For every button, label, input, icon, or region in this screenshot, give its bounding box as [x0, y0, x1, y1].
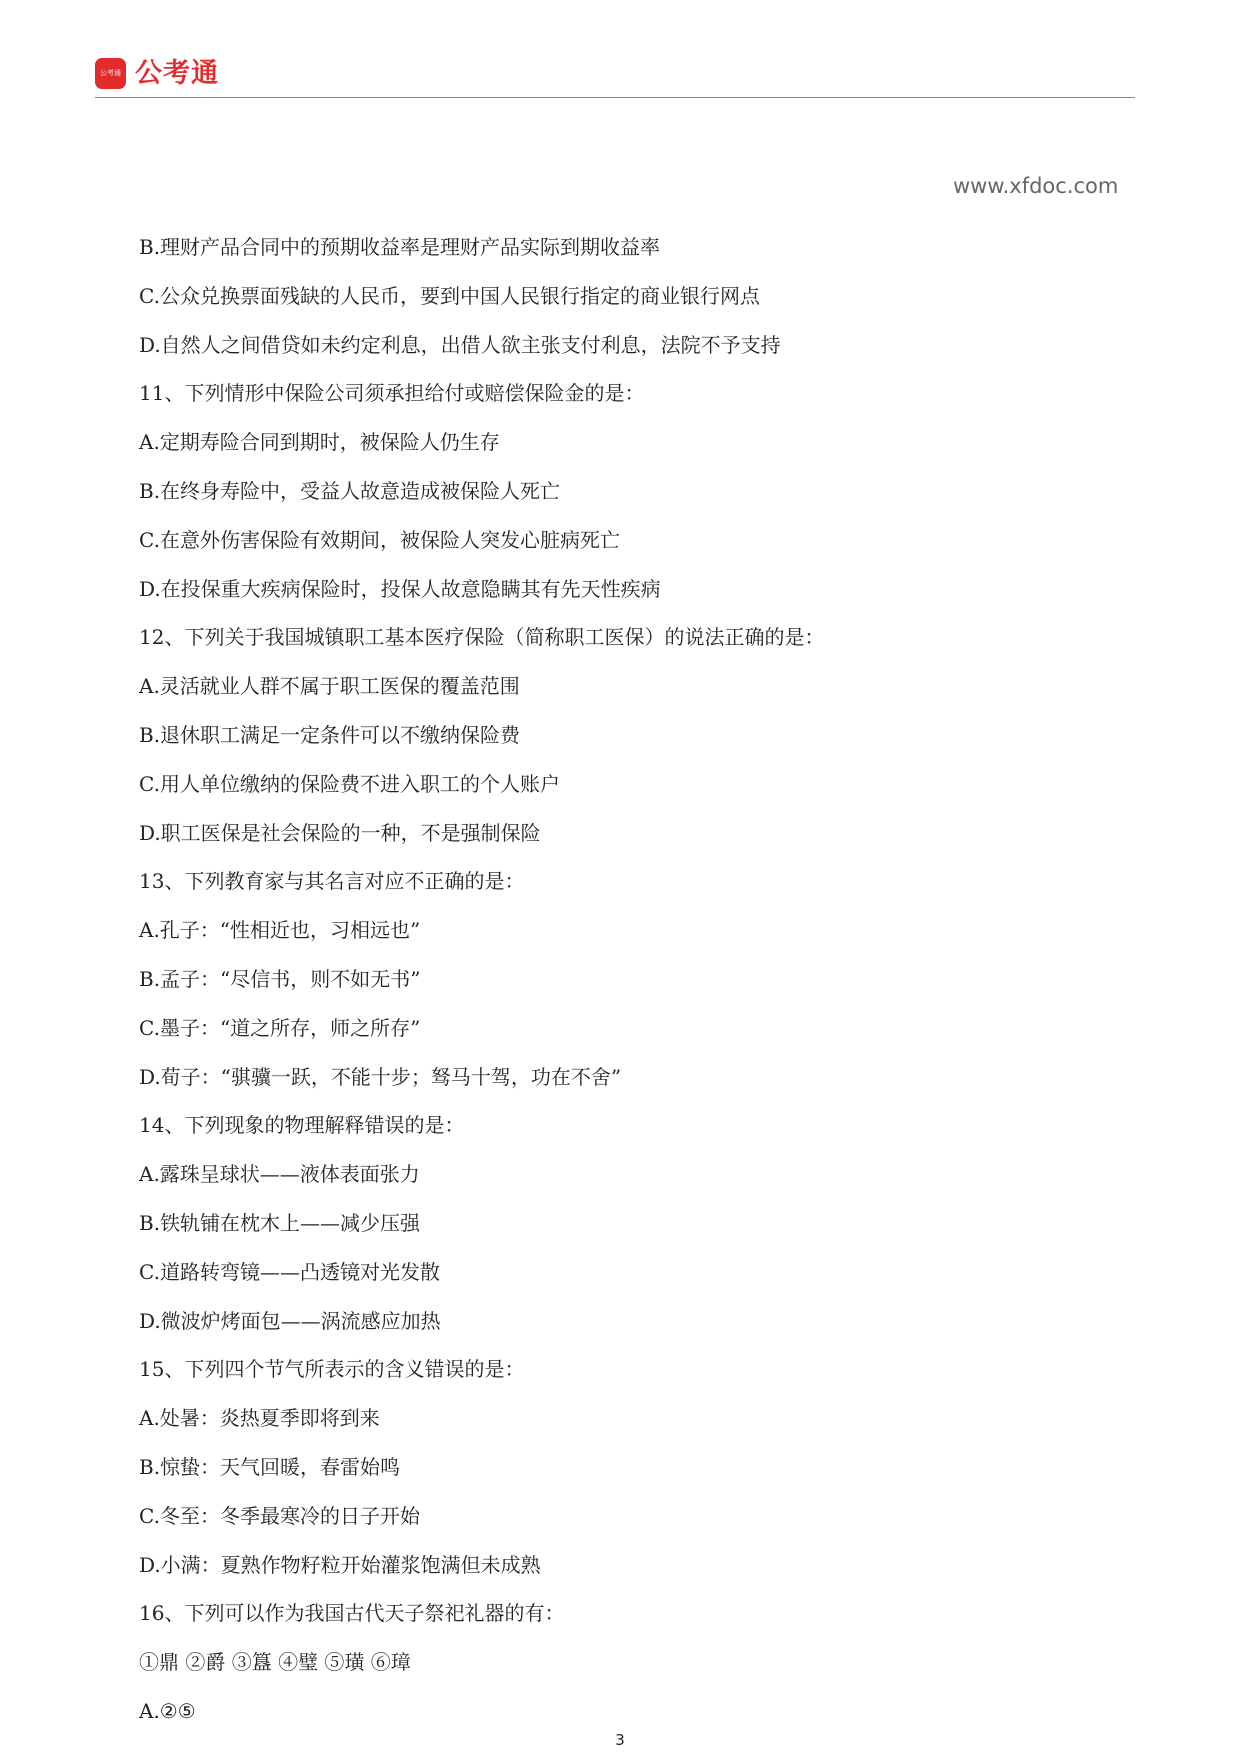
option-line: D.小满：夏熟作物籽粒开始灌浆饱满但未成熟 — [139, 1552, 541, 1577]
question-line: 14、下列现象的物理解释错误的是： — [139, 1113, 465, 1138]
option-line: C.用人单位缴纳的保险费不进入职工的个人账户 — [139, 771, 560, 796]
option-line: A.露珠呈球状——液体表面张力 — [139, 1162, 420, 1187]
option-line: A.灵活就业人群不属于职工医保的覆盖范围 — [139, 674, 520, 699]
option-line: C.墨子：“道之所存，师之所存” — [139, 1015, 421, 1040]
option-line: A.定期寿险合同到期时，被保险人仍生存 — [139, 430, 500, 455]
page-number: 3 — [615, 1731, 625, 1749]
logo-icon: 公考通 — [95, 58, 126, 89]
option-line: D.微波炉烤面包——涡流感应加热 — [139, 1308, 441, 1333]
option-line: B.理财产品合同中的预期收益率是理财产品实际到期收益率 — [139, 235, 661, 259]
option-line: C.公众兑换票面残缺的人民币，要到中国人民银行指定的商业银行网点 — [139, 283, 760, 308]
choices-line: ①鼎 ②爵 ③簋 ④璧 ⑤璜 ⑥璋 — [139, 1650, 411, 1675]
option-line: C.在意外伤害保险有效期间，被保险人突发心脏病死亡 — [139, 527, 620, 552]
option-line: B.惊蛰：天气回暖，春雷始鸣 — [139, 1454, 401, 1479]
option-line: C.道路转弯镜——凸透镜对光发散 — [139, 1259, 440, 1284]
question-line: 15、下列四个节气所表示的含义错误的是： — [139, 1357, 525, 1382]
option-line: C.冬至：冬季最寒冷的日子开始 — [139, 1503, 420, 1528]
option-line: D.自然人之间借贷如未约定利息，出借人欲主张支付利息，法院不予支持 — [139, 332, 781, 357]
page-header — [95, 55, 1135, 98]
option-line: D.职工医保是社会保险的一种，不是强制保险 — [139, 820, 541, 845]
option-line: B.孟子：“尽信书，则不如无书” — [139, 966, 421, 991]
question-line: 11、下列情形中保险公司须承担给付或赔偿保险金的是： — [139, 381, 645, 406]
question-line: 13、下列教育家与其名言对应不正确的是： — [139, 869, 525, 894]
option-line: A.处暑：炎热夏季即将到来 — [139, 1406, 380, 1431]
option-line: A.②⑤ — [139, 1698, 196, 1723]
option-line: A.孔子：“性相近也，习相远也” — [139, 918, 421, 943]
question-line: 12、下列关于我国城镇职工基本医疗保险（简称职工医保）的说法正确的是： — [139, 625, 825, 650]
logo-text: 公考通 — [135, 58, 219, 89]
option-line: D.荀子：“骐骥一跃，不能十步；驽马十驾，功在不舍” — [139, 1064, 622, 1089]
option-line: D.在投保重大疾病保险时，投保人故意隐瞒其有先天性疾病 — [139, 576, 661, 601]
option-line: B.铁轨铺在枕木上——减少压强 — [139, 1210, 421, 1235]
option-line: B.在终身寿险中，受益人故意造成被保险人死亡 — [139, 478, 561, 503]
website-watermark: www.xfdoc.com — [953, 174, 1119, 198]
document-body — [139, 232, 1139, 1745]
option-line: B.退休职工满足一定条件可以不缴纳保险费 — [139, 722, 521, 747]
question-line: 16、下列可以作为我国古代天子祭祀礼器的有： — [139, 1601, 565, 1626]
